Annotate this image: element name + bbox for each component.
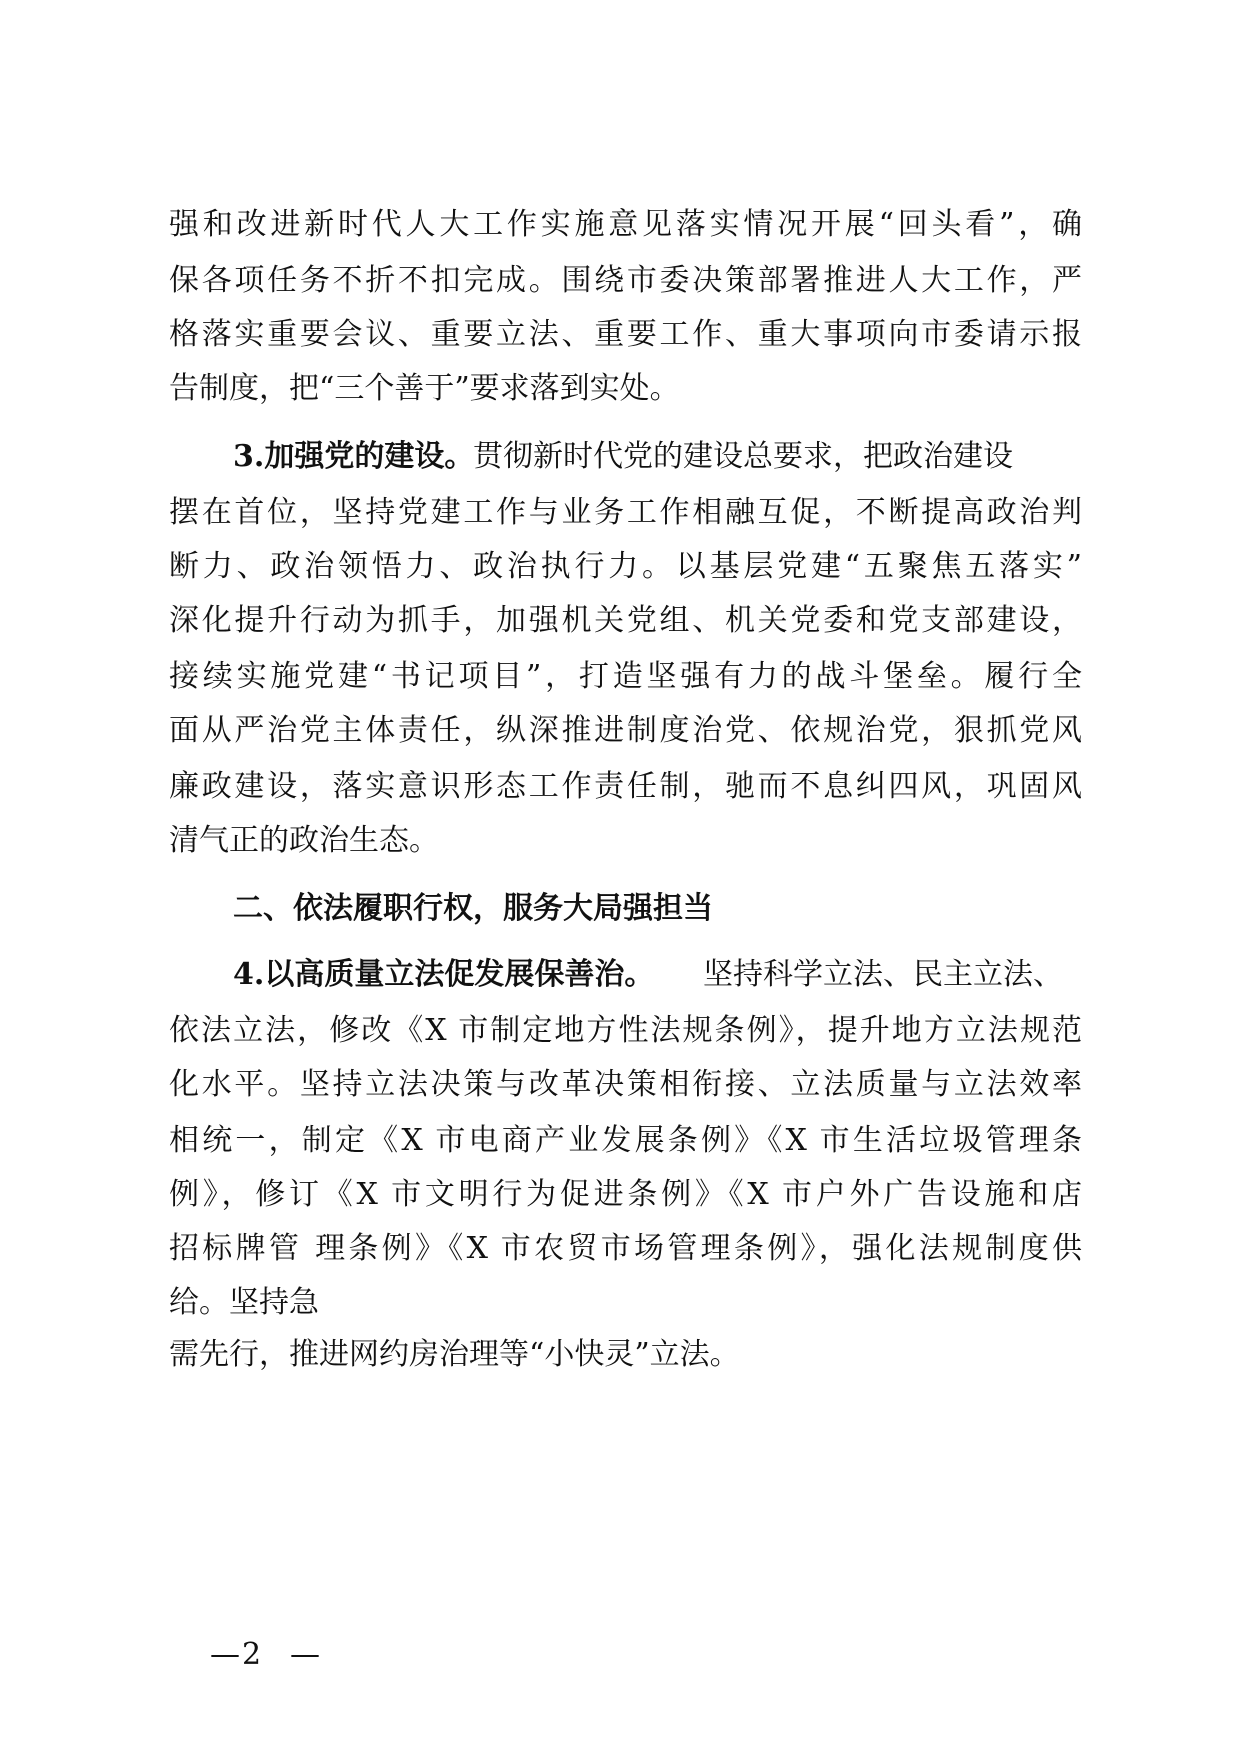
paragraph-3-text: 深化提升行动为抓手，加强机关党组、机关党委和党支部建设， (169, 603, 1082, 638)
paragraph-4-line-5 (0, 1168, 1240, 1222)
paragraph-4-text: 相统一，制定《X 市电商产业发展条例》《X 市生活垃圾管理条 (169, 1123, 1082, 1158)
paragraph-4-text: 依法立法，修改《X 市制定地方性法规条例》，提升地方立法规范 (169, 1013, 1082, 1048)
paragraph-4-line-7 (0, 1276, 1240, 1330)
paragraph-3-line-5 (0, 650, 1240, 704)
paragraph-4-text: 招标牌管 理条例》《X 市农贸市场管理条例》，强化法规制度供 (169, 1231, 1082, 1266)
paragraph-4-line-8 (0, 1328, 1240, 1382)
paragraph-4-text: 化水平。坚持立法决策与改革决策相衔接、立法质量与立法效率 (169, 1067, 1082, 1102)
paragraph-4-text: 例》，修订《X 市文明行为促进条例》《X 市户外广告设施和店 (169, 1177, 1082, 1212)
paragraph-3-heading: 3.加强党的建设。 (233, 439, 475, 474)
paragraph-4-line-1 (0, 948, 1240, 1002)
footer-dash-left: — (210, 1637, 240, 1672)
paragraph-4-line-6 (0, 1222, 1240, 1276)
paragraph-1-text: 告制度，把“三个善于”要求落到实处。 (169, 371, 680, 406)
paragraph-3-line-1 (0, 430, 1240, 484)
paragraph-3-line-7 (0, 760, 1240, 814)
paragraph-1-text: 保各项任务不折不扣完成。围绕市委决策部署推进人大工作，严 (169, 263, 1082, 298)
paragraph-4-line-2 (0, 1004, 1240, 1058)
paragraph-1-text: 格落实重要会议、重要立法、重要工作、重大事项向市委请示报 (169, 317, 1082, 352)
paragraph-3-line-6 (0, 704, 1240, 758)
paragraph-4-heading: 4.以高质量立法促发展保善治。 (233, 957, 655, 992)
section-title: 二、依法履职行权，服务大局强担当 (233, 891, 713, 926)
paragraph-3-first-text: 贯彻新时代党的建设总要求，把政治建设 (473, 439, 1013, 474)
footer-dash-right: — (290, 1637, 320, 1672)
paragraph-3-text: 断力、政治领悟力、政治执行力。以基层党建“五聚焦五落实” (169, 549, 1082, 584)
paragraph-1-line-4 (0, 362, 1240, 416)
paragraph-4-first-text: 坚持科学立法、民主立法、 (703, 957, 1063, 992)
paragraph-1-line-1 (0, 198, 1240, 252)
paragraph-3-line-3 (0, 540, 1240, 594)
paragraph-3-text: 接续实施党建“书记项目”，打造坚强有力的战斗堡垒。履行全 (169, 659, 1082, 694)
paragraph-4-text: 需先行，推进网约房治理等“小快灵”立法。 (169, 1337, 740, 1372)
paragraph-3-text: 面从严治党主体责任，纵深推进制度治党、依规治党，狠抓党风 (169, 713, 1082, 748)
paragraph-4-line-4 (0, 1114, 1240, 1168)
page-footer (210, 1630, 350, 1680)
paragraph-3-line-4 (0, 594, 1240, 648)
paragraph-3-line-8 (0, 814, 1240, 868)
paragraph-3-text: 摆在首位，坚持党建工作与业务工作相融互促，不断提高政治判 (169, 495, 1082, 530)
paragraph-1-line-2 (0, 254, 1240, 308)
paragraph-4-line-3 (0, 1058, 1240, 1112)
section-2-title-line (0, 882, 1240, 936)
paragraph-3-text: 清气正的政治生态。 (169, 823, 439, 858)
paragraph-1-line-3 (0, 308, 1240, 362)
page-number: 2 (242, 1637, 262, 1672)
paragraph-4-text: 给。坚持急 (169, 1285, 319, 1320)
paragraph-1-text: 强和改进新时代人大工作实施意见落实情况开展“回头看”，确 (169, 207, 1082, 242)
paragraph-3-text: 廉政建设，落实意识形态工作责任制，驰而不息纠四风，巩固风 (169, 769, 1082, 804)
paragraph-3-line-2 (0, 486, 1240, 540)
